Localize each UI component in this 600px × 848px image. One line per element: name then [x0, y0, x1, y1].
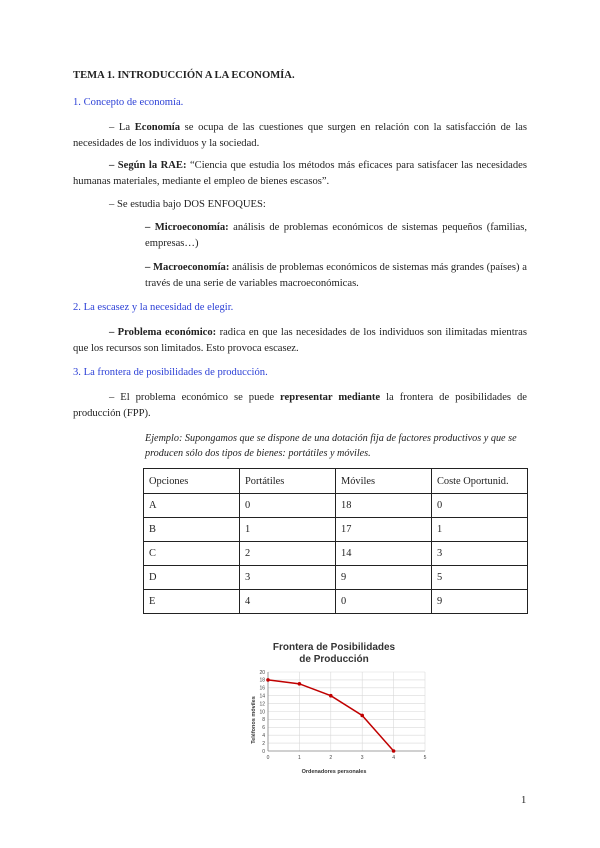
chart-y-tick-label: 12	[259, 701, 265, 708]
bold-term: Economía	[134, 122, 181, 133]
table-cell: 14	[336, 542, 432, 566]
chart-title-line-2: de Producción	[299, 654, 369, 665]
text: se ocupa de las cuestiones que surgen en relación con la satisfacción de las necesidades de los individuos y la sociedad.	[73, 122, 527, 149]
chart-y-tick-label: 4	[262, 733, 265, 739]
table-cell: 0	[336, 590, 432, 614]
table-cell: 18	[336, 494, 432, 518]
table-cell: B	[144, 518, 240, 542]
table-cell: 4	[240, 590, 336, 614]
page-number: 1	[521, 795, 527, 806]
table-row	[144, 518, 528, 542]
chart-y-label: Teléfonos móviles	[251, 696, 257, 744]
chart-y-tick-label: 8	[262, 717, 265, 724]
table-row	[144, 566, 528, 590]
text: “Ciencia que estudia los métodos más eficaces para satisfacer las necesidades humanas materiales, mediante el empleo de bienes escasos”.	[73, 160, 527, 187]
column-header: Portátiles	[240, 469, 336, 494]
table-row	[144, 494, 528, 518]
document-title: TEMA 1. INTRODUCCIÓN A LA ECONOMÍA.	[73, 70, 295, 81]
text: – La	[109, 122, 135, 133]
table-cell: 1	[240, 518, 336, 542]
text: – Se estudia bajo DOS ENFOQUES:	[109, 199, 266, 210]
bold-term: – Según la RAE:	[109, 160, 187, 171]
chart-grid	[268, 672, 425, 751]
column-header: Coste Oportunid.	[432, 469, 528, 494]
column-header: Opciones	[144, 469, 240, 494]
chart-point	[392, 749, 396, 753]
table-cell: C	[144, 542, 240, 566]
section-2-heading: 2. La escasez y la necesidad de elegir.	[73, 302, 234, 313]
chart-y-tick-label: 6	[262, 725, 265, 732]
paragraph-enfoques	[73, 197, 527, 213]
table-cell: 0	[432, 494, 528, 518]
table-cell: D	[144, 566, 240, 590]
text: – El problema económico se puede	[109, 392, 281, 403]
table-cell: 2	[240, 542, 336, 566]
bold-term: – Microeconomía:	[145, 222, 229, 233]
chart-x-label: Ordenadores personales	[301, 769, 367, 774]
paragraph-micro	[145, 220, 527, 252]
table-cell: 0	[240, 494, 336, 518]
section-1-heading: 1. Concepto de economía.	[73, 97, 184, 108]
table-cell: E	[144, 590, 240, 614]
paragraph-rae	[73, 158, 527, 190]
example-text: Ejemplo: Supongamos que se dispone de una dotación fija de factores productivos y que se producen sólo dos tipos de bienes: portátiles y móviles.	[145, 433, 517, 459]
chart-point	[329, 694, 333, 698]
chart-x-tick-label: 1	[298, 755, 301, 761]
table-cell: 1	[432, 518, 528, 542]
chart-x-tick-label: 5	[423, 755, 427, 761]
opportunity-cost-table	[143, 468, 528, 614]
chart-title-line-1: Frontera de Posibilidades	[272, 642, 396, 653]
chart-y-tick-label: 20	[259, 669, 265, 676]
table-cell: 3	[240, 566, 336, 590]
bold-term: – Macroeconomía:	[145, 262, 230, 273]
chart-y-ticks	[259, 670, 265, 755]
table-cell: 3	[432, 542, 528, 566]
chart-x-tick-label: 2	[329, 755, 333, 761]
table-cell: A	[144, 494, 240, 518]
chart-y-tick-label: 18	[259, 677, 265, 684]
table-cell: 9	[336, 566, 432, 590]
chart-x-tick-label: 3	[360, 755, 364, 761]
paragraph-problema	[73, 325, 527, 357]
chart-x-tick-label: 4	[392, 755, 395, 761]
chart-y-tick-label: 0	[262, 748, 265, 755]
chart-y-tick-label: 16	[259, 685, 265, 692]
chart-point	[266, 678, 270, 682]
chart-point	[360, 714, 364, 718]
table-header-row	[144, 469, 528, 494]
table-row	[144, 590, 528, 614]
section-3-heading: 3. La frontera de posibilidades de producción.	[73, 367, 268, 378]
chart-y-tick-label: 10	[259, 709, 265, 716]
chart-x-tick-label: 0	[266, 755, 270, 761]
chart-point	[298, 682, 302, 686]
column-header: Móviles	[336, 469, 432, 494]
table-cell: 17	[336, 518, 432, 542]
chart-y-tick-label: 2	[262, 740, 265, 747]
fpp-chart	[248, 638, 438, 774]
table-row	[144, 542, 528, 566]
table-cell: 5	[432, 566, 528, 590]
paragraph-fpp	[73, 390, 527, 422]
chart-y-tick-label: 14	[259, 693, 265, 700]
chart-x-ticks	[267, 755, 427, 761]
text: la frontera de posibilidades de producción (FPP).	[73, 392, 527, 419]
table-cell: 9	[432, 590, 528, 614]
bold-term: representar mediante	[280, 392, 381, 403]
text: radica en que las necesidades de los individuos son ilimitadas mientras que los recursos son limitados. Esto provoca escasez.	[73, 327, 527, 354]
text: análisis de problemas económicos de sistemas más grandes (países) a través de una serie de variables macroeconómicas.	[145, 262, 527, 289]
paragraph-economia	[73, 120, 527, 152]
text: análisis de problemas económicos de sistemas pequeños (familias, empresas…)	[145, 222, 527, 249]
bold-term: – Problema económico:	[109, 327, 217, 338]
paragraph-macro	[145, 260, 527, 292]
